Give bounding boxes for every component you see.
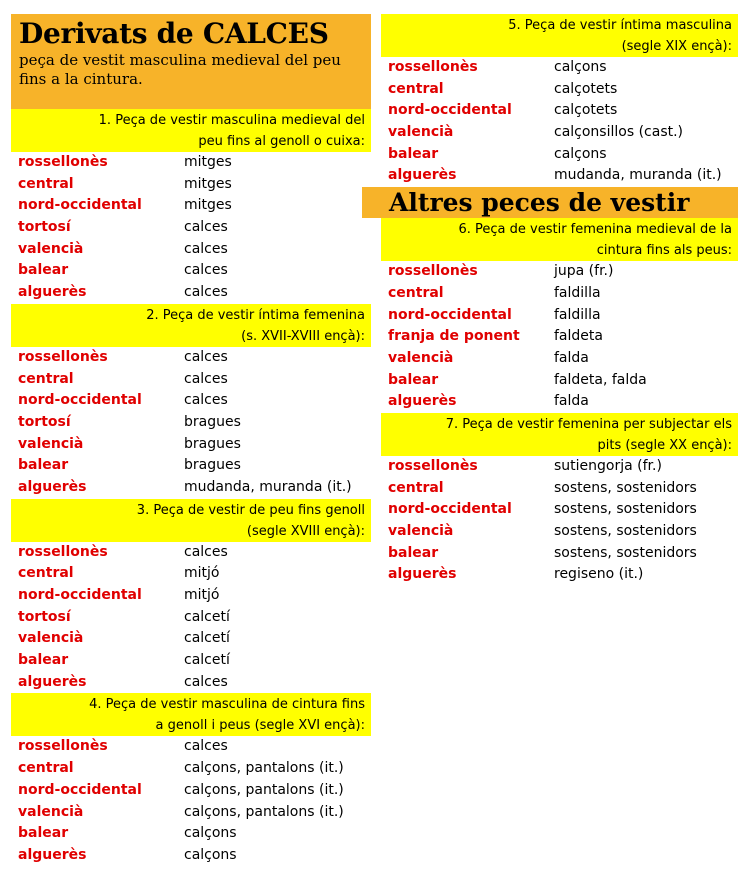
dialect-word: calcetí: [184, 652, 230, 669]
dialect-row: [11, 369, 371, 391]
dialect-word: calçons, pantalons (it.): [184, 760, 344, 777]
dialect-word: calçotets: [554, 80, 618, 97]
dialect-name: valencià: [18, 435, 84, 452]
dialect-name: valencià: [388, 523, 454, 539]
dialect-name: alguerès: [18, 846, 87, 863]
dialect-word: calçons: [554, 145, 607, 162]
dialect-word: calces: [184, 240, 228, 257]
dialect-row: [362, 283, 738, 305]
dialect-name: franja de ponent: [388, 328, 520, 345]
dialect-name: alguerès: [388, 167, 457, 184]
dialect-row: [11, 412, 371, 434]
dialect-row: [11, 736, 371, 758]
right-column: [362, 14, 738, 586]
dialect-word: calces: [184, 370, 228, 387]
dialect-word: calces: [184, 284, 228, 301]
section-head-line-2: (segle XIX ençà):: [621, 39, 732, 54]
dialect-name: central: [18, 175, 74, 192]
dialect-word: jupa (fr.): [554, 263, 614, 280]
dialect-word: calces: [184, 738, 228, 755]
dialect-word: calcetí: [184, 630, 230, 647]
dialect-row: [362, 326, 738, 348]
dialect-name: valencià: [18, 240, 84, 257]
section-rows-6: [362, 261, 738, 413]
dialect-row: [11, 174, 371, 196]
dialect-row: [362, 391, 738, 413]
dialect-name: central: [388, 284, 444, 301]
dialect-word: mitjó: [184, 565, 220, 582]
dialect-word: faldilla: [554, 306, 601, 323]
section-rows-1: [11, 152, 371, 304]
dialect-name: rossellonès: [18, 543, 108, 560]
dialect-row: [362, 305, 738, 327]
dialect-word: calçotets: [554, 102, 618, 119]
dialect-name: nord-occidental: [18, 781, 142, 798]
dialect-word: faldeta, falda: [554, 371, 647, 388]
dialect-word: calces: [184, 673, 228, 690]
dialect-name: rossellonès: [388, 263, 478, 280]
dialect-name: balear: [18, 262, 69, 279]
section-head-6: [381, 218, 738, 261]
section-head-line-2: peu fins al genoll o cuixa:: [198, 134, 365, 149]
right-sections: [362, 218, 738, 586]
main-subtitle: [19, 51, 363, 89]
dialect-row: [11, 477, 371, 499]
dialect-row: [362, 79, 738, 101]
section-head-2: [11, 304, 371, 347]
dialect-name: rossellonès: [18, 348, 108, 365]
dialect-name: balear: [18, 457, 69, 474]
dialect-row: [11, 802, 371, 824]
dialect-word: calces: [184, 348, 228, 365]
dialect-word: sutiengorja (fr.): [554, 457, 662, 474]
dialect-row: [11, 260, 371, 282]
other-title-box: [362, 187, 738, 218]
dialect-row: [362, 543, 738, 565]
dialect-word: mudanda, muranda (it.): [184, 478, 352, 495]
dialect-name: alguerès: [388, 566, 457, 583]
left-sections: [11, 109, 371, 867]
dialect-word: faldeta: [554, 328, 603, 345]
dialect-name: valencià: [388, 124, 454, 141]
dialect-word: sostens, sostenidors: [554, 479, 697, 496]
section-head-line-1: 4. Peça de vestir masculina de cintura fins: [89, 697, 365, 713]
section-head-line-2: (s. XVII-XVIII ençà):: [241, 328, 365, 344]
dialect-row: [11, 672, 371, 694]
dialect-name: nord-occidental: [388, 102, 512, 119]
dialect-row: [362, 499, 738, 521]
dialect-row: [362, 370, 738, 392]
dialect-name: nord-occidental: [388, 501, 512, 518]
dialect-word: mudanda, muranda (it.): [554, 167, 722, 184]
dialect-row: [362, 100, 738, 122]
dialect-name: alguerès: [18, 673, 87, 690]
dialect-row: [362, 144, 738, 166]
dialect-name: rossellonès: [18, 154, 108, 170]
dialect-word: sostens, sostenidors: [554, 544, 697, 561]
section-head-line-2: a genoll i peus (segle XVI ençà):: [155, 718, 365, 734]
dialect-row: [11, 780, 371, 802]
dialect-name: tortosí: [18, 413, 71, 430]
dialect-word: calces: [184, 219, 228, 236]
dialect-name: balear: [18, 652, 69, 669]
dialect-name: nord-occidental: [18, 587, 142, 603]
dialect-name: valencià: [388, 349, 454, 366]
dialect-row: [362, 57, 738, 79]
left-column: [11, 0, 371, 867]
dialect-name: alguerès: [18, 478, 87, 495]
dialect-word: calces: [184, 262, 228, 279]
dialect-row: [11, 758, 371, 780]
dialect-name: alguerès: [18, 284, 87, 301]
dialect-row: [362, 478, 738, 500]
dialect-name: nord-occidental: [388, 306, 512, 323]
dialect-row: [11, 217, 371, 239]
dialect-word: mitges: [184, 197, 232, 214]
dialect-name: central: [18, 760, 74, 777]
dialect-row: [362, 521, 738, 543]
section-head-line-1: 5. Peça de vestir íntima masculina: [508, 18, 732, 33]
dialect-word: mitges: [184, 175, 232, 192]
subtitle-line-2: fins a la cintura.: [19, 70, 143, 88]
dialect-name: rossellonès: [388, 457, 478, 474]
section-head-5: [381, 14, 738, 57]
dialect-row: [11, 823, 371, 845]
dialect-word: falda: [554, 349, 589, 366]
dialect-row: [362, 122, 738, 144]
main-title: Derivats de CALCES: [19, 17, 329, 50]
dialect-word: calçons, pantalons (it.): [184, 803, 344, 820]
dialect-row: [11, 542, 371, 564]
dialect-name: balear: [18, 825, 69, 842]
dialect-row: [11, 628, 371, 650]
dialect-row: [362, 165, 738, 187]
dialect-row: [362, 348, 738, 370]
section-head-4: [11, 693, 371, 736]
dialect-row: [11, 239, 371, 261]
dialect-word: regiseno (it.): [554, 566, 644, 583]
section-head-line-1: 7. Peça de vestir femenina per subjectar els: [445, 416, 732, 432]
dialect-row: [11, 152, 371, 174]
section-head-line-1: 3. Peça de vestir de peu fins genoll: [136, 502, 365, 518]
dialect-name: valencià: [18, 630, 84, 647]
dialect-row: [362, 564, 738, 586]
dialect-word: sostens, sostenidors: [554, 501, 697, 518]
section-head-line-2: pits (segle XX ençà):: [597, 437, 732, 453]
section-rows-2: [11, 347, 371, 499]
section-head-line-1: 2. Peça de vestir íntima femenina: [146, 307, 365, 323]
section-rows-5: [362, 57, 738, 187]
dialect-row: [11, 563, 371, 585]
subtitle-line-1: peça de vestit masculina medieval del peu: [19, 51, 341, 69]
dialect-name: valencià: [18, 803, 84, 820]
dialect-name: rossellonès: [18, 738, 108, 755]
dialect-name: tortosí: [18, 219, 71, 236]
dialect-name: balear: [388, 371, 439, 388]
dialect-word: calçons: [554, 59, 607, 75]
dialect-name: central: [388, 80, 444, 97]
dialect-row: [11, 390, 371, 412]
dialect-name: tortosí: [18, 608, 71, 625]
dialect-name: central: [388, 479, 444, 496]
dialect-word: mitges: [184, 154, 232, 170]
section-head-line-2: (segle XVIII ençà):: [246, 523, 365, 539]
dialect-word: calçons, pantalons (it.): [184, 781, 344, 798]
dialect-row: [11, 282, 371, 304]
section-head-7: [381, 413, 738, 456]
section-head-line-2: cintura fins als peus:: [596, 243, 732, 259]
section-head-line-1: 1. Peça de vestir masculina medieval del: [98, 113, 365, 128]
dialect-name: rossellonès: [388, 59, 478, 75]
dialect-row: [11, 195, 371, 217]
dialect-word: calçonsillos (cast.): [554, 124, 684, 141]
dialect-row: [362, 456, 738, 478]
dialect-word: sostens, sostenidors: [554, 523, 697, 539]
dialect-word: mitjó: [184, 587, 220, 603]
dialect-word: calcetí: [184, 608, 230, 625]
dialect-word: calçons: [184, 825, 237, 842]
main-title-box: [11, 14, 371, 109]
dialect-name: nord-occidental: [18, 392, 142, 409]
section-rows-3: [11, 542, 371, 694]
dialect-row: [11, 845, 371, 867]
dialect-name: balear: [388, 544, 439, 561]
dialect-word: bragues: [184, 435, 241, 452]
dialect-row: [11, 650, 371, 672]
dialect-name: balear: [388, 145, 439, 162]
dialect-row: [11, 455, 371, 477]
section-head-1: [11, 109, 371, 152]
section-head-3: [11, 499, 371, 542]
dialect-row: [362, 261, 738, 283]
dialect-row: [11, 585, 371, 607]
section-head-line-1: 6. Peça de vestir femenina medieval de la: [458, 222, 732, 238]
dialect-row: [11, 347, 371, 369]
dialect-word: calces: [184, 392, 228, 409]
dialect-word: calces: [184, 543, 228, 560]
dialect-word: calçons: [184, 846, 237, 863]
dialect-row: [11, 434, 371, 456]
dialect-name: central: [18, 565, 74, 582]
other-title: Altres peces de vestir: [389, 188, 690, 218]
dialect-word: bragues: [184, 457, 241, 474]
section-rows-7: [362, 456, 738, 586]
dialect-word: falda: [554, 393, 589, 410]
dialect-row: [11, 607, 371, 629]
dialect-word: bragues: [184, 413, 241, 430]
dialect-word: faldilla: [554, 284, 601, 301]
section-rows-4: [11, 736, 371, 866]
dialect-name: alguerès: [388, 393, 457, 410]
dialect-name: nord-occidental: [18, 197, 142, 214]
dialect-name: central: [18, 370, 74, 387]
